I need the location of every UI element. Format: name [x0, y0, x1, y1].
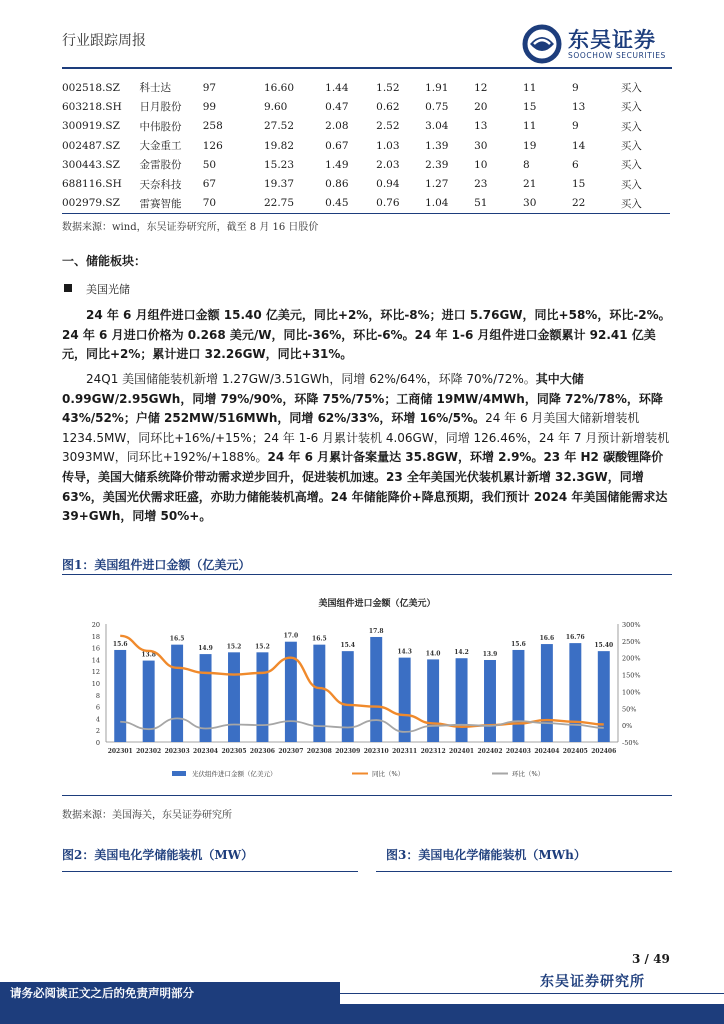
- table-cell: 300443.SZ: [62, 158, 120, 171]
- table-cell: 97: [202, 81, 217, 94]
- table-cell: 22: [572, 194, 621, 214]
- bar: [484, 660, 496, 742]
- y-right-tick-label: 200%: [622, 654, 641, 663]
- stock-table: [62, 78, 670, 214]
- logo-english-text: SOOCHOW SECURITIES: [568, 51, 666, 60]
- soochow-logo-icon: [520, 24, 564, 64]
- bar: [256, 652, 268, 742]
- table-cell: 11: [523, 81, 537, 94]
- x-tick-label: 202402: [477, 748, 503, 755]
- table-cell: 3.04: [425, 120, 449, 133]
- table-cell: 51: [474, 194, 523, 214]
- table-cell: 买入: [620, 178, 642, 191]
- y-left-tick-label: 0: [95, 739, 100, 747]
- bar: [541, 644, 553, 742]
- table-cell: 22.75: [264, 194, 325, 214]
- bar-data-label: 15.6: [112, 640, 128, 648]
- bar-data-label: 15.40: [594, 642, 614, 650]
- y-left-tick-label: 6: [95, 703, 100, 712]
- x-tick-label: 202404: [534, 748, 560, 755]
- footer-org: 东吴证券研究所: [540, 974, 645, 990]
- x-tick-label: 202301: [107, 748, 133, 755]
- bar-data-label: 16.76: [565, 634, 585, 642]
- table-cell: 9: [571, 81, 579, 94]
- x-tick-label: 202304: [193, 748, 219, 755]
- para2-part2: 其中大储 0.99GW/2.95GWh，同增 79%/90%，环降 75%/75%；工商储 19MW/4MWh，同降 72%/78%，环降 43%/52%；户储 252MW/516MWh，同增 62%/33%，环增 16%/5%。: [62, 372, 663, 426]
- x-tick-label: 202312: [420, 748, 446, 755]
- bar: [569, 643, 581, 742]
- table-cell: 16.60: [263, 81, 295, 94]
- table-cell: 1.27: [425, 178, 449, 191]
- table-cell: 0.86: [325, 178, 349, 191]
- para2-part3: 24 年 6 月美国大储新增装机 1234.5MW，同环比+16%/+15%；24 年 1-6 月累计装机 4.06GW，同增 126.46%，24 年 7 月预计新增装机 3093MW，同环比+192%/+188%。: [62, 411, 670, 465]
- table-cell: 30: [523, 194, 572, 214]
- table-cell: 1.44: [325, 81, 349, 94]
- table-cell: 19.82: [263, 139, 295, 152]
- table-cell: 27.52: [263, 120, 295, 133]
- table-row: [62, 174, 670, 193]
- figure1-bottom-divider: [62, 795, 672, 796]
- x-tick-label: 202308: [306, 748, 332, 755]
- disclaimer-banner: 请务必阅读正文之后的免责声明部分: [0, 982, 340, 1004]
- figure2-divider: [62, 871, 358, 872]
- header-divider: [62, 67, 672, 69]
- table-cell: 0.75: [425, 100, 449, 113]
- table-row: [62, 78, 670, 97]
- x-tick-label: 202302: [136, 748, 162, 755]
- x-tick-label: 202403: [505, 748, 531, 755]
- yoy-line: [120, 636, 604, 727]
- paragraph-import-text: 24 年 6 月组件进口金额 15.40 亿美元，同比+2%，环比-8%；进口 5.76GW，同比+58%，环比-2%。24 年 6 月进口价格为 0.268 美元/W，同比-36%，环比-6%。24 年 1-6 月组件进口金额累计 92.41 亿美元，同比+2%；累计进口 32.26GW，同比+31%。: [62, 308, 671, 362]
- y-right-tick-label: 150%: [622, 671, 641, 680]
- bar-data-label: 16.5: [312, 635, 327, 643]
- logo-text: 东吴证券: [568, 28, 656, 52]
- chart-title: 美国组件进口金额（亿美元）: [318, 599, 436, 609]
- table-cell: 9.60: [263, 100, 288, 113]
- y-right-tick-label: 250%: [622, 637, 641, 646]
- bar-data-label: 17.8: [368, 627, 384, 635]
- table-cell: 19: [523, 139, 537, 152]
- table-cell: 2.03: [376, 158, 400, 171]
- table-row: [62, 136, 670, 155]
- footer-bar: [0, 1004, 724, 1024]
- table-cell: 603218.SH: [62, 100, 122, 113]
- table-cell: 30: [474, 139, 488, 152]
- table-cell: 日月股份: [139, 101, 182, 114]
- table-cell: 1.03: [376, 139, 400, 152]
- table-cell: 买入: [620, 82, 642, 95]
- x-tick-label: 202310: [363, 748, 389, 755]
- table-cell: 1.04: [425, 194, 474, 214]
- table-cell: 15.23: [263, 158, 295, 171]
- table-cell: 2.08: [325, 120, 349, 133]
- table-cell: 70: [203, 194, 264, 214]
- y-right-tick-label: 100%: [622, 688, 641, 697]
- table-cell: 002487.SZ: [62, 139, 120, 152]
- table-cell: 买入: [620, 120, 642, 133]
- table-cell: 15: [571, 178, 586, 191]
- bar-data-label: 17.0: [283, 632, 299, 640]
- x-tick-label: 202406: [591, 748, 617, 755]
- table-cell: 0.45: [325, 194, 376, 214]
- para2-part1: 24Q1 美国储能装机新增 1.27GW/3.51GWh，同增 62%/64%，环降 70%/72%。: [86, 372, 536, 386]
- table-cell: 13: [571, 100, 586, 113]
- table-cell: 50: [202, 158, 217, 171]
- y-left-tick-label: 4: [95, 715, 100, 724]
- bar-data-label: 16.5: [169, 635, 185, 643]
- table-cell: 13: [474, 120, 488, 133]
- x-tick-label: 202401: [449, 748, 475, 755]
- table-cell: 002518.SZ: [62, 81, 120, 94]
- bar-data-label: 15.2: [255, 643, 270, 651]
- import-chart: [62, 584, 672, 790]
- table-cell: 002979.SZ: [62, 194, 140, 214]
- bar: [313, 645, 325, 742]
- table-cell: 买入: [620, 101, 642, 114]
- legend-label: 同比（%）: [372, 770, 405, 778]
- table-cell: 0.62: [376, 100, 400, 113]
- table-cell: 金雷股份: [139, 159, 182, 172]
- table-cell: 1.49: [325, 158, 349, 171]
- legend-swatch: [172, 771, 186, 776]
- page-number: 3 / 49: [632, 952, 670, 966]
- figure3-caption: 图3：美国电化学储能装机（MWh）: [386, 848, 586, 862]
- table-cell: 中伟股份: [139, 120, 182, 133]
- y-left-tick-label: 16: [91, 644, 100, 653]
- table-cell: 12: [474, 81, 488, 94]
- table-cell: 1.52: [376, 81, 400, 94]
- table-cell: 20: [474, 100, 488, 113]
- bar-data-label: 13.8: [141, 651, 156, 659]
- table-cell: 0.47: [325, 100, 349, 113]
- table-cell: 67: [202, 178, 217, 191]
- report-type: 行业跟踪周报: [62, 33, 146, 49]
- figure2-caption: 图2：美国电化学储能装机（MW）: [62, 848, 254, 862]
- y-left-tick-label: 18: [91, 632, 100, 641]
- bar-data-label: 16.6: [539, 635, 555, 643]
- bar-data-label: 14.3: [397, 648, 412, 656]
- table-row: [62, 117, 670, 136]
- bullet-square-icon: [64, 284, 72, 292]
- table-cell: 126: [202, 139, 223, 152]
- table-cell: 2.39: [425, 158, 449, 171]
- bullet-heading: 美国光储: [86, 283, 130, 296]
- bar-data-label: 14.0: [425, 650, 441, 658]
- table-cell: 大金重工: [139, 140, 182, 153]
- table-cell: 买入: [621, 194, 670, 214]
- bar-data-label: 15.4: [340, 642, 356, 650]
- bar-data-label: 13.9: [482, 650, 498, 658]
- table-cell: 2.52: [376, 120, 400, 133]
- bar: [512, 650, 524, 742]
- bar-data-label: 15.6: [511, 640, 526, 648]
- para2-part4: 24 年 6 月累计备案量达 35.8GW，环增 2.9%。23 年 H2 碳酸锂降价传导，美国大储系统降价带动需求逆步回升，促进装机加速。23 全年美国光伏装机累计新增 32.3GW，同增 63%，美国光伏需求旺盛，亦助力储能装机高增。24 年储能降价+降息预期，我们预计 2024 年美国储能需求达 39+GWh，同增 50%+。: [62, 450, 668, 524]
- bar: [370, 637, 382, 742]
- figure1-caption: 图1：美国组件进口金额（亿美元）: [62, 558, 251, 572]
- table-cell: 688116.SH: [62, 178, 122, 191]
- table-cell: 300919.SZ: [62, 120, 120, 133]
- bar-data-label: 15.2: [226, 643, 242, 651]
- table-cell: 14: [571, 139, 586, 152]
- table-cell: 雷赛智能: [140, 194, 203, 214]
- x-tick-label: 202307: [278, 748, 304, 755]
- table-cell: 1.39: [425, 139, 449, 152]
- table-cell: 10: [474, 158, 488, 171]
- table-cell: 1.91: [425, 81, 449, 94]
- x-tick-label: 202309: [335, 748, 361, 755]
- y-right-tick-label: 0%: [622, 722, 633, 731]
- y-right-tick-label: -50%: [622, 739, 639, 747]
- table-cell: 21: [523, 178, 537, 191]
- x-tick-label: 202311: [392, 748, 418, 755]
- mom-line: [120, 718, 604, 731]
- x-tick-label: 202303: [164, 748, 190, 755]
- table-cell: 0.67: [325, 139, 349, 152]
- x-tick-label: 202405: [562, 748, 588, 755]
- bar: [456, 658, 468, 742]
- y-left-tick-label: 10: [91, 680, 100, 688]
- table-cell: 23: [474, 178, 488, 191]
- bar: [228, 652, 240, 742]
- table-cell: 9: [571, 120, 579, 133]
- table-cell: 15: [523, 100, 537, 113]
- section-title: 一、储能板块：: [62, 254, 147, 268]
- table-cell: 买入: [620, 140, 642, 153]
- bar: [427, 659, 439, 742]
- y-left-tick-label: 14: [91, 656, 100, 665]
- table-cell: 科士达: [139, 82, 172, 95]
- table-row: [62, 194, 670, 214]
- table-cell: 99: [202, 100, 217, 113]
- bar: [114, 650, 126, 742]
- table-cell: 0.94: [376, 178, 400, 191]
- figure1-source: 数据来源：美国海关，东吴证券研究所: [62, 810, 232, 821]
- paragraph-import: [62, 306, 674, 365]
- table-row: [62, 155, 670, 174]
- legend-label: 环比（%）: [512, 770, 545, 778]
- figure3-divider: [376, 871, 672, 872]
- y-right-tick-label: 50%: [622, 705, 637, 714]
- table-cell: 11: [523, 120, 537, 133]
- table-cell: 买入: [620, 159, 642, 172]
- table-cell: 天奈科技: [139, 178, 182, 191]
- table-cell: 0.76: [376, 194, 425, 214]
- y-left-tick-label: 12: [91, 668, 100, 677]
- table-cell: 19.37: [263, 178, 295, 191]
- table-cell: 258: [202, 120, 223, 133]
- table-row: [62, 97, 670, 116]
- paragraph-storage: [62, 370, 674, 527]
- bar: [399, 658, 411, 742]
- x-tick-label: 202305: [221, 748, 247, 755]
- table-cell: 8: [523, 158, 530, 171]
- figure1-divider: [62, 574, 672, 575]
- legend-label: 光伏组件进口金额（亿美元）: [192, 770, 277, 778]
- bar: [171, 645, 183, 742]
- footer-divider: [330, 993, 724, 994]
- bar-data-label: 14.2: [454, 649, 469, 657]
- y-left-tick-label: 2: [95, 727, 100, 736]
- table-cell: 6: [571, 158, 579, 171]
- table-source: 数据来源：wind，东吴证券研究所，截至 8 月 16 日股价: [62, 222, 319, 233]
- y-right-tick-label: 300%: [622, 621, 641, 629]
- bar-data-label: 14.9: [198, 645, 213, 653]
- x-tick-label: 202306: [249, 748, 275, 755]
- y-left-tick-label: 8: [95, 691, 100, 700]
- y-left-tick-label: 20: [91, 621, 100, 629]
